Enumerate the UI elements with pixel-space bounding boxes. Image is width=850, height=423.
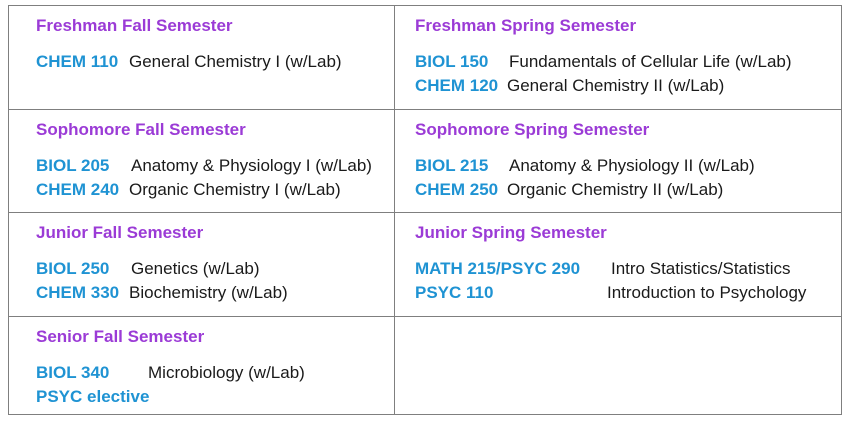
semester-title: Freshman Spring Semester xyxy=(415,16,637,35)
course-code: PSYC elective xyxy=(36,387,150,406)
course-code: CHEM 110 xyxy=(36,52,119,71)
course-code: BIOL 150 xyxy=(415,52,489,71)
course-code: CHEM 120 xyxy=(415,76,499,95)
empty-cell xyxy=(394,317,841,415)
semester-title: Senior Fall Semester xyxy=(36,327,205,346)
table-row xyxy=(9,109,841,212)
course-name: General Chemistry II (w/Lab) xyxy=(507,76,725,95)
course-name: Fundamentals of Cellular Life (w/Lab) xyxy=(509,52,792,71)
course-name: Anatomy & Physiology II (w/Lab) xyxy=(509,156,755,175)
course-plan-table xyxy=(8,5,842,415)
semester-title: Sophomore Fall Semester xyxy=(36,120,246,139)
semester-cell-sophomore-fall xyxy=(9,110,394,212)
semester-cell-sophomore-spring xyxy=(394,110,841,212)
course-name: Genetics (w/Lab) xyxy=(131,259,260,278)
course-name: Biochemistry (w/Lab) xyxy=(129,283,288,302)
course-name: Intro Statistics/Statistics xyxy=(611,259,791,278)
course-code: CHEM 330 xyxy=(36,283,120,302)
course-name: Anatomy & Physiology I (w/Lab) xyxy=(131,156,372,175)
semester-title: Freshman Fall Semester xyxy=(36,16,233,35)
semester-title: Junior Fall Semester xyxy=(36,223,204,242)
course-code: BIOL 250 xyxy=(36,259,110,278)
course-name: General Chemistry I (w/Lab) xyxy=(129,52,342,71)
course-name: Organic Chemistry II (w/Lab) xyxy=(507,180,724,199)
semester-cell-senior-fall xyxy=(9,317,394,415)
course-name: Organic Chemistry I (w/Lab) xyxy=(129,180,341,199)
semester-title: Junior Spring Semester xyxy=(415,223,607,242)
course-code: PSYC 110 xyxy=(415,283,494,302)
semester-cell-junior-fall xyxy=(9,213,394,316)
course-name: Introduction to Psychology xyxy=(607,283,807,302)
table-row xyxy=(9,316,841,415)
course-code: CHEM 240 xyxy=(36,180,120,199)
course-code: BIOL 215 xyxy=(415,156,489,175)
table-row xyxy=(9,6,841,109)
course-name: Microbiology (w/Lab) xyxy=(148,363,305,382)
semester-title: Sophomore Spring Semester xyxy=(415,120,650,139)
course-code: CHEM 250 xyxy=(415,180,499,199)
table-row xyxy=(9,212,841,316)
course-code: MATH 215/PSYC 290 xyxy=(415,259,581,278)
semester-cell-freshman-spring xyxy=(394,6,841,109)
course-code: BIOL 205 xyxy=(36,156,110,175)
course-code: BIOL 340 xyxy=(36,363,110,382)
semester-cell-freshman-fall xyxy=(9,6,394,109)
semester-cell-junior-spring xyxy=(394,213,841,316)
